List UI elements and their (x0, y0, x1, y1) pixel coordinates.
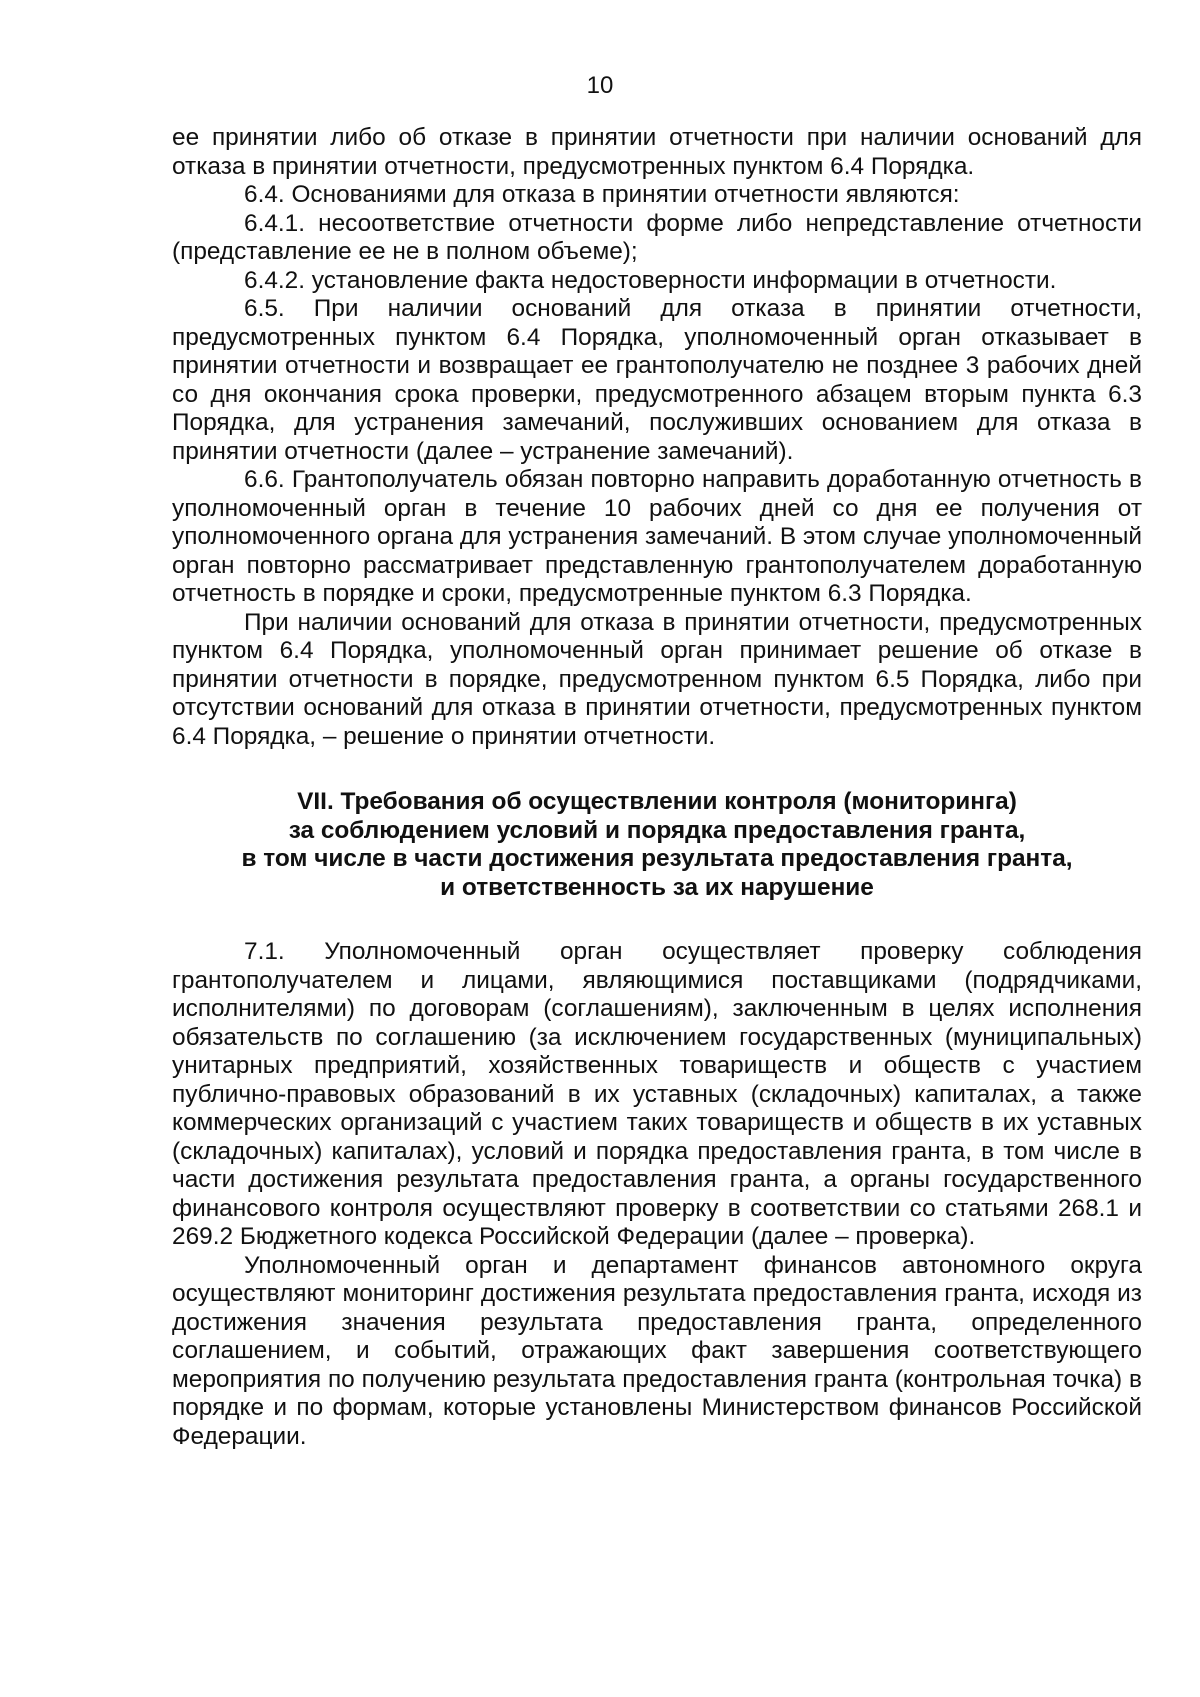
paragraph: При наличии оснований для отказа в принятии отчетности, предусмотренных пунктом 6.4 Порядка, уполномоченный орган принимает решение об отказе в принятии отчетности в порядке, предусмотренном пунктом 6.5 Порядка, либо при отсутствии оснований для отказа в принятии отчетности, предусмотренных пунктом 6.4 Порядка, – решение о принятии отчетности. (172, 608, 1142, 750)
section-heading-line: и ответственность за их нарушение (440, 873, 874, 901)
paragraph: 6.4.1. несоответствие отчетности форме либо непредставление отчетности (представление ее не в полном объеме); (172, 209, 1142, 265)
section-heading-line: VII. Требования об осуществлении контроля (мониторинга) (297, 788, 1017, 815)
paragraph: 6.4.2. установление факта недостоверности информации в отчетности. (244, 266, 1057, 294)
document-body (172, 124, 1142, 1451)
section-heading-line: в том числе в части достижения результата предоставления гранта, (241, 845, 1073, 872)
paragraph: 6.5. При наличии оснований для отказа в принятии отчетности, предусмотренных пунктом 6.4 Порядка, уполномоченный орган отказывает в принятии отчетности и возвращает ее грантополучателю не позднее 3 рабочих дней со дня окончания срока проверки, предусмотренного абзацем вторым пункта 6.3 Порядка, для устранения замечаний, послуживших основанием для отказа в принятии отчетности (далее – устранение замечаний). (172, 295, 1142, 465)
paragraph: ее принятии либо об отказе в принятии отчетности при наличии оснований для отказа в принятии отчетности, предусмотренных пунктом 6.4 Порядка. (172, 124, 1142, 180)
section-heading-line: за соблюдением условий и порядка предоставления гранта, (288, 816, 1026, 844)
section-heading (172, 788, 1142, 902)
paragraph: Уполномоченный орган и департамент финансов автономного округа осуществляют мониторинг достижения результата предоставления гранта, исходя из достижения значения результата предоставления гранта, определенного соглашением, и событий, отражающих факт завершения соответствующего мероприятия по получению результата предоставления гранта (контрольная точка) в порядке и по формам, которые установлены Министерством финансов Российской Федерации. (172, 1251, 1142, 1450)
page-number: 10 (586, 72, 614, 99)
paragraph: 6.6. Грантополучатель обязан повторно направить доработанную отчетность в уполномоченный орган в течение 10 рабочих дней со дня ее получения от уполномоченного органа для устранения замечаний. В этом случае уполномоченный орган повторно рассматривает представленную грантополучателем доработанную отчетность в порядке и сроки, предусмотренные пунктом 6.3 Порядка. (172, 466, 1142, 607)
paragraph: 6.4. Основаниями для отказа в принятии отчетности являются: (244, 181, 960, 208)
paragraph: 7.1. Уполномоченный орган осуществляет проверку соблюдения грантополучателем и лицами, являющимися поставщиками (подрядчиками, исполнителями) по договорам (соглашениям), заключенным в целях исполнения обязательств по соглашению (за исключением государственных (муниципальных) унитарных предприятий, хозяйственных товариществ и обществ с участием публично-правовых образований в их уставных (складочных) капиталах, а также коммерческих организаций с участием таких товариществ и обществ в их уставных (складочных) капиталах), условий и порядка предоставления гранта, в том числе в части достижения результата предоставления гранта, а органы государственного финансового контроля осуществляют проверку в соответствии со статьями 268.1 и 269.2 Бюджетного кодекса Российской Федерации (далее – проверка). (172, 938, 1142, 1250)
